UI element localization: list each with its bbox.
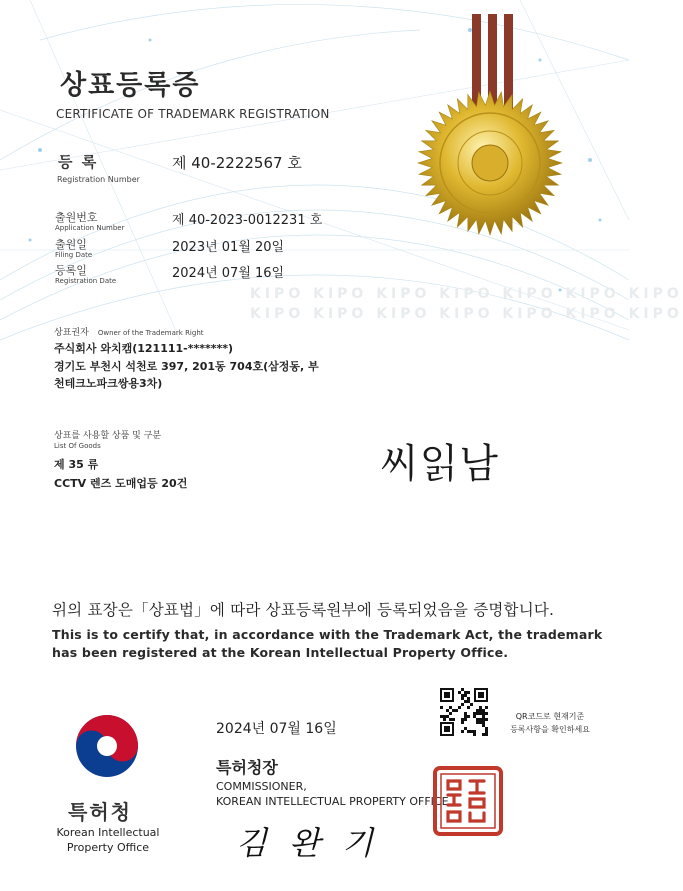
- certify-statement-en-1: This is to certify that, in accordance with the Trademark Act, the trademark: [52, 627, 603, 642]
- issue-date: 2024년 07월 16일: [216, 721, 337, 737]
- agency-name-en-1: Korean Intellectual: [56, 826, 160, 839]
- commissioner-title-en-2: KOREAN INTELLECTUAL PROPERTY OFFICE: [216, 795, 449, 808]
- reg-date-label-en: Registration Date: [55, 277, 117, 285]
- watermark-row-1: KIPO KIPO KIPO KIPO KIPO KIPO KIPO: [250, 286, 683, 302]
- owner-label: [54, 320, 204, 339]
- qr-note-2: 등록사항을 확인하세요: [510, 725, 590, 734]
- goods-label-ko: 상표를 사용할 상품 및 구분: [54, 431, 162, 441]
- owner-label-en: Owner of the Trademark Right: [97, 329, 204, 337]
- application-label-en: Application Number: [55, 224, 125, 232]
- watermark-row-2: KIPO KIPO KIPO KIPO KIPO KIPO KIPO: [250, 306, 683, 322]
- goods-class: 제 35 류: [54, 458, 99, 471]
- gold-seal: [418, 91, 562, 235]
- filing-date: 2023년 01월 20일: [172, 240, 285, 255]
- owner-name: 주식회사 와치캠(121111-*******): [54, 342, 234, 355]
- registration-number: 제 40-2222567 호: [172, 154, 302, 172]
- goods-item: CCTV 렌즈 도매업등 20건: [54, 477, 188, 490]
- filing-label-en: Filing Date: [55, 251, 93, 259]
- qr-code[interactable]: [440, 688, 488, 736]
- kipo-logo: [72, 711, 142, 781]
- agency-name-ko: 특허청: [68, 800, 132, 824]
- qr-note-1: QR코드로 현재기준: [515, 712, 585, 721]
- owner-address-1: 경기도 부천시 석천로 397, 201동 704호(삼정동, 부: [54, 360, 319, 373]
- certificate-title-en: CERTIFICATE OF TRADEMARK REGISTRATION: [56, 107, 330, 121]
- registration-label-en: Registration Number: [57, 175, 140, 184]
- commissioner-signature: 김 완 기: [236, 824, 380, 862]
- application-label-ko: 출원번호: [55, 211, 98, 224]
- certify-statement-en-2: has been registered at the Korean Intellectual Property Office.: [52, 645, 509, 660]
- filing-label-ko: 출원일: [55, 238, 87, 251]
- registration-date: 2024년 07월 16일: [172, 266, 285, 281]
- owner-label-ko: 상표권자: [54, 328, 89, 338]
- trademark-mark: 씨읽남: [380, 441, 499, 487]
- agency-name-en-2: Property Office: [66, 841, 150, 854]
- application-number: 제 40-2023-0012231 호: [172, 213, 323, 228]
- reg-date-label-ko: 등록일: [55, 264, 87, 277]
- official-stamp: [432, 765, 504, 837]
- certify-statement-ko: 위의 표장은「상표법」에 따라 상표등록원부에 등록되었음을 증명합니다.: [52, 601, 555, 619]
- goods-label-en: List Of Goods: [54, 442, 101, 450]
- certificate-title-ko: 상표등록증: [60, 70, 201, 101]
- commissioner-title-en-1: COMMISSIONER,: [216, 780, 307, 793]
- registration-label-ko: 등 록: [58, 153, 99, 171]
- owner-address-2: 천테크노파크쌍용3차): [54, 377, 163, 390]
- commissioner-title-ko: 특허청장: [216, 758, 278, 777]
